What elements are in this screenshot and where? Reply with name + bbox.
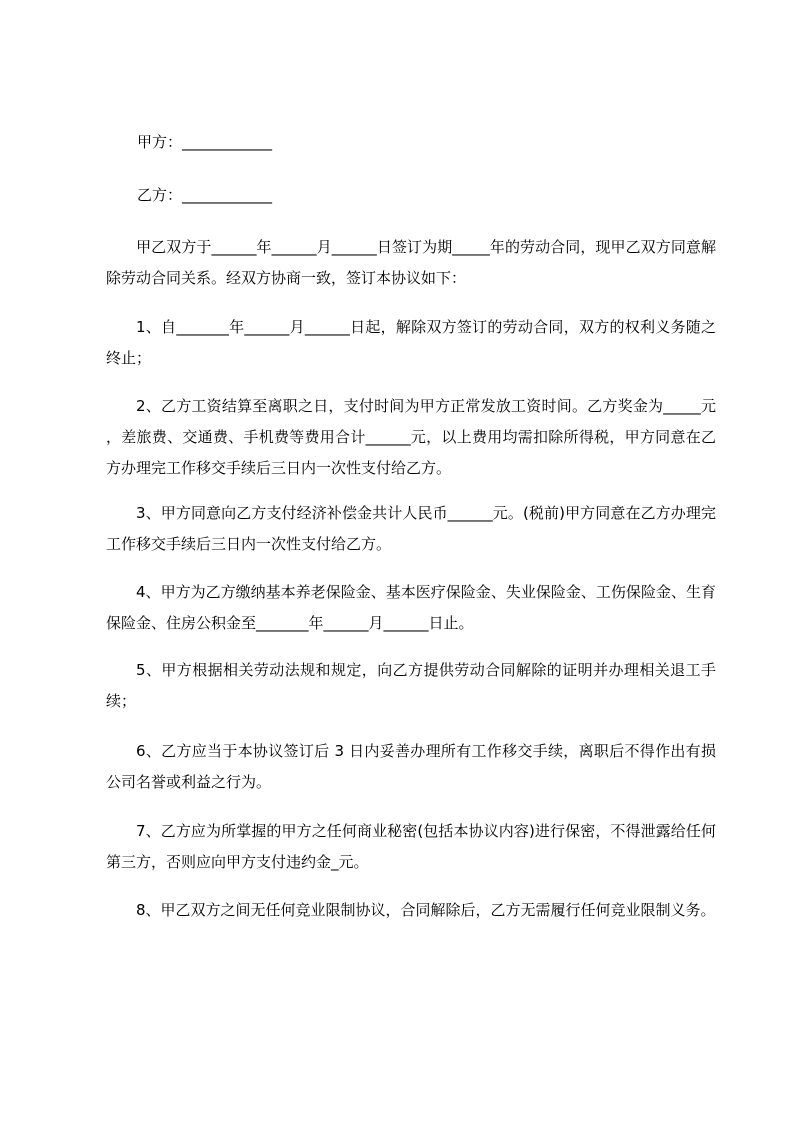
clause-4: [106, 577, 716, 639]
party-b-line: [137, 183, 272, 207]
clause-8-text: 8、甲乙双方之间无任何竞业限制协议，合同解除后，乙方无需履行任何竞业限制义务。: [136, 901, 716, 919]
party-b-label: 乙方：: [137, 186, 183, 204]
clause-6-text: 6、乙方应当于本协议签订后 3 日内妥善办理所有工作移交手续，离职后不得作出有损公司名誉或利益之行为。: [106, 742, 716, 791]
clause-2-text: 2、乙方工资结算至离职之日，支付时间为甲方正常发放工资时间。乙方奖金为_____元 ，差旅费、交通费、手机费等费用合计______元，以上费用均需扣除所得税，甲方同意在乙方办理完工作移交手续后三日内一次性支付给乙方。: [106, 397, 716, 477]
clause-4-text: 4、甲方为乙方缴纳基本养老保险金、基本医疗保险金、失业保险金、工伤保险金、生育保险金、住房公积金至_______年______月______日止。: [106, 583, 716, 632]
clause-3-text: 3、甲方同意向乙方支付经济补偿金共计人民币______元。(税前)甲方同意在乙方办理完工作移交手续后三日内一次性支付给乙方。: [106, 504, 716, 553]
clause-3: [106, 498, 716, 560]
clause-8: [106, 895, 716, 926]
clause-7: [106, 816, 716, 878]
party-b-blank: ____________: [182, 186, 273, 204]
party-a-label: 甲方：: [137, 133, 183, 151]
clause-1: [106, 312, 716, 374]
intro-paragraph: [106, 232, 716, 294]
intro-text: 甲乙双方于______年______月______日签订为期_____年的劳动合同，现甲乙双方同意解除劳动合同关系。经双方协商一致，签订本协议如下：: [106, 238, 716, 287]
clause-5-text: 5、甲方根据相关劳动法规和规定，向乙方提供劳动合同解除的证明并办理相关退工手续；: [106, 661, 716, 710]
clause-5: [106, 655, 716, 717]
clause-2: [106, 391, 716, 484]
party-a-line: [137, 130, 272, 154]
clause-7-text: 7、乙方应为所掌握的甲方之任何商业秘密(包括本协议内容)进行保密，不得泄露给任何第三方，否则应向甲方支付违约金_元。: [106, 822, 716, 871]
clause-6: [106, 736, 716, 798]
party-a-blank: ____________: [182, 133, 273, 151]
clause-1-text: 1、自_______年______月______日起，解除双方签订的劳动合同，双方的权利义务随之终止；: [106, 318, 716, 367]
